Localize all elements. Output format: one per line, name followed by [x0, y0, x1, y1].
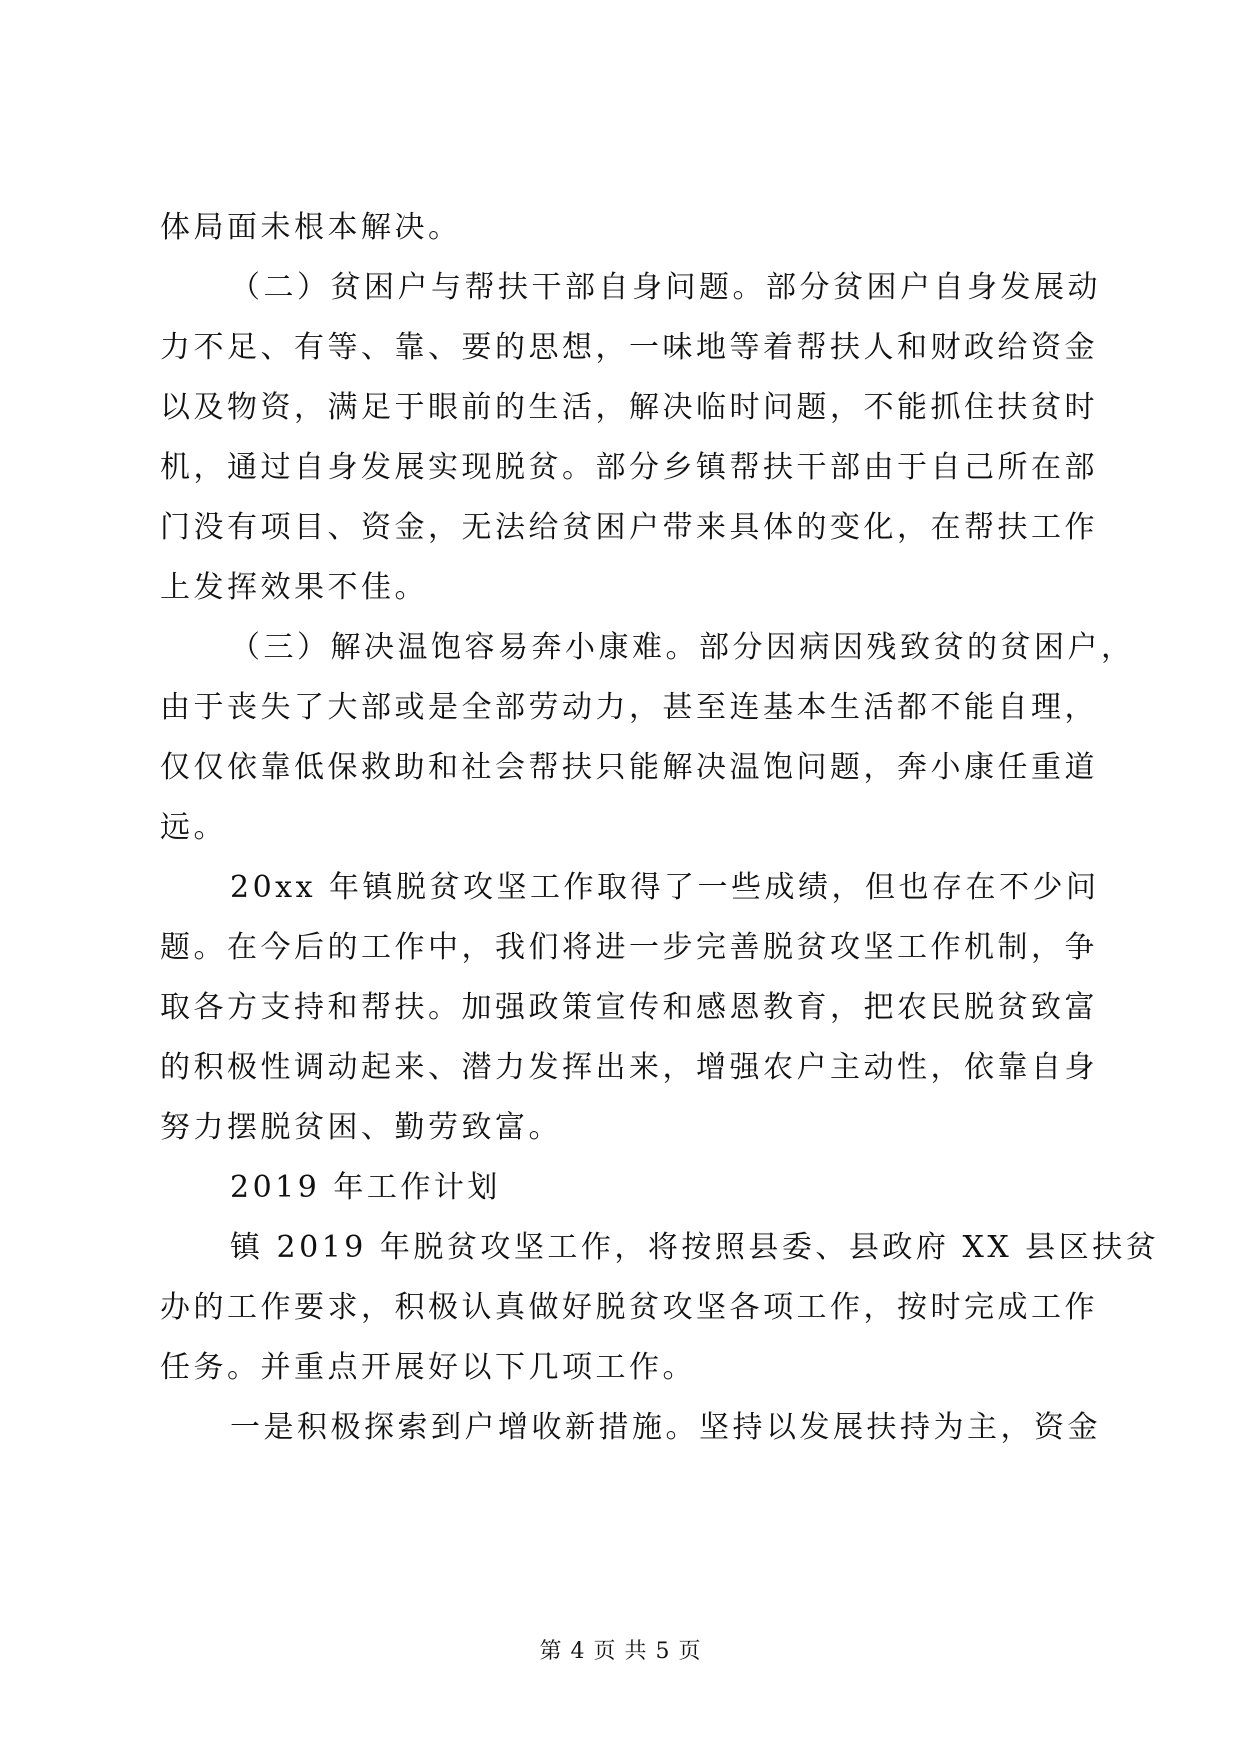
text-line: 办的工作要求，积极认真做好脱贫攻坚各项工作，按时完成工作 — [160, 1290, 1098, 1325]
text-line: 镇 2019 年脱贫攻坚工作，将按照县委、县政府 XX 县区扶贫 — [230, 1230, 1160, 1265]
text-line: 一是积极探索到户增收新措施。坚持以发展扶持为主，资金 — [230, 1410, 1101, 1445]
text-line: 任务。并重点开展好以下几项工作。 — [160, 1350, 696, 1385]
page-number-footer: 第 4 页 共 5 页 — [539, 1639, 702, 1664]
text-line: 门没有项目、资金，无法给贫困户带来具体的变化，在帮扶工作 — [160, 510, 1098, 545]
text-line: 20xx 年镇脱贫攻坚工作取得了一些成绩，但也存在不少问 — [230, 870, 1100, 905]
text-line: 力不足、有等、靠、要的思想，一味地等着帮扶人和财政给资金 — [160, 330, 1098, 365]
text-line: 努力摆脱贫困、勤劳致富。 — [160, 1110, 562, 1145]
text-line: 题。在今后的工作中，我们将进一步完善脱贫攻坚工作机制，争 — [160, 930, 1098, 965]
text-line: （二）贫困户与帮扶干部自身问题。部分贫困户自身发展动 — [230, 270, 1101, 305]
text-line: 的积极性调动起来、潜力发挥出来，增强农户主动性，依靠自身 — [160, 1050, 1098, 1085]
section-heading: 2019 年工作计划 — [230, 1170, 501, 1205]
text-line: 远。 — [160, 810, 227, 845]
text-line: 仅仅依靠低保救助和社会帮扶只能解决温饱问题，奔小康任重道 — [160, 750, 1098, 785]
text-line: 以及物资，满足于眼前的生活，解决临时问题，不能抓住扶贫时 — [160, 390, 1098, 425]
text-line: 取各方支持和帮扶。加强政策宣传和感恩教育，把农民脱贫致富 — [160, 990, 1098, 1025]
text-line: 机，通过自身发展实现脱贫。部分乡镇帮扶干部由于自己所在部 — [160, 450, 1098, 485]
text-line: 体局面未根本解决。 — [160, 210, 462, 245]
text-line: 上发挥效果不佳。 — [160, 570, 428, 605]
text-line: （三）解决温饱容易奔小康难。部分因病因残致贫的贫困户， — [230, 630, 1135, 665]
text-line: 由于丧失了大部或是全部劳动力，甚至连基本生活都不能自理， — [160, 690, 1098, 725]
